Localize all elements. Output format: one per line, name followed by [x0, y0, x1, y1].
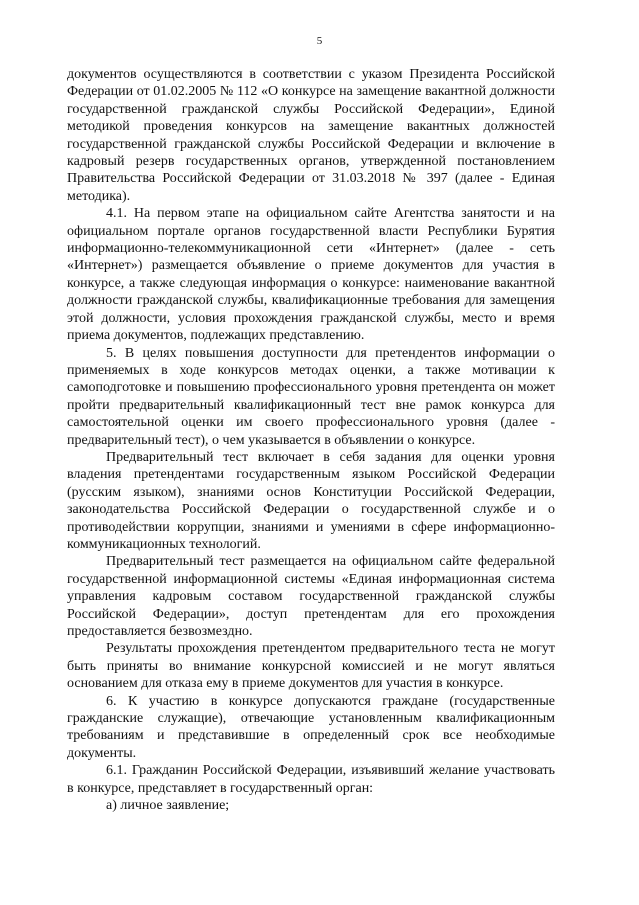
paragraph-6: 6. К участию в конкурсе допускаются граждане (государственные гражданские служащие), отвечающие установленным квалификационным требованиям и представившие в определенный срок все необходимые документы. [67, 693, 555, 761]
paragraph-4-1: 4.1. На первом этапе на официальном сайте Агентства занятости и на официальном портале органов государственной власти Республики Бурятия информационно-телекоммуникационной сети «Интернет» (далее - сеть «Интернет») размещается объявление о приеме документов для участия в конкурсе, а также следующая информация о конкурсе: наименование вакантной должности гражданской службы, квалификационные требования для замещения этой должности, условия прохождения гражданской службы, место и время приема документов, подлежащих представлению. [67, 206, 555, 344]
paragraph-continuation: документов осуществляются в соответствии с указом Президента Российской Федерации от 01.02.2005 № 112 «О конкурсе на замещение вакантной должности государственной гражданской службы Российской Федерации», Единой методикой проведения конкурсов на замещение вакантных должностей государственной гражданской службы Российской Федерации и включение в кадровый резерв государственных органов, утвержденной постановлением Правительства Российской Федерации от 31.03.2018 № 397 (далее - Единая методика). [67, 67, 555, 204]
paragraph-preliminary-test-content: Предварительный тест включает в себя задания для оценки уровня владения претендентами государственным языком Российской Федерации (русским языком), знаниями основ Конституции Российской Федерации, законодательства Российской Федерации о государственной службе и о противодействии коррупции, знаниями и умениями в сфере информационно-коммуникационных технологий. [67, 449, 555, 552]
page-number: 5 [316, 35, 323, 47]
paragraph-5: 5. В целях повышения доступности для претендентов информации о применяемых в ходе конкурсов методах оценки, а также мотивации к самоподготовке и повышению профессионального уровня претендента он может пройти предварительный квалификационный тест вне рамок конкурса для самостоятельной оценки им своего профессионального уровня (далее - предварительный тест), о чем указывается в объявлении о конкурсе. [67, 345, 555, 448]
document-body [67, 66, 555, 814]
paragraph-6-1: 6.1. Гражданин Российской Федерации, изъявивший желание участвовать в конкурсе, представляет в государственный орган: [67, 763, 555, 796]
list-item-a: а) личное заявление; [106, 798, 230, 814]
paragraph-preliminary-test-access: Предварительный тест размещается на официальном сайте федеральной государственной информационной системы «Единая информационная система управления кадровым составом государственной гражданской службы Российской Федерации», доступ претендентам для его прохождения предоставляется безвозмездно. [67, 554, 555, 639]
paragraph-preliminary-test-results: Результаты прохождения претендентом предварительного теста не могут быть приняты во внимание конкурсной комиссией и не могут являться основанием для отказа ему в приеме документов для участия в конкурсе. [67, 641, 555, 692]
